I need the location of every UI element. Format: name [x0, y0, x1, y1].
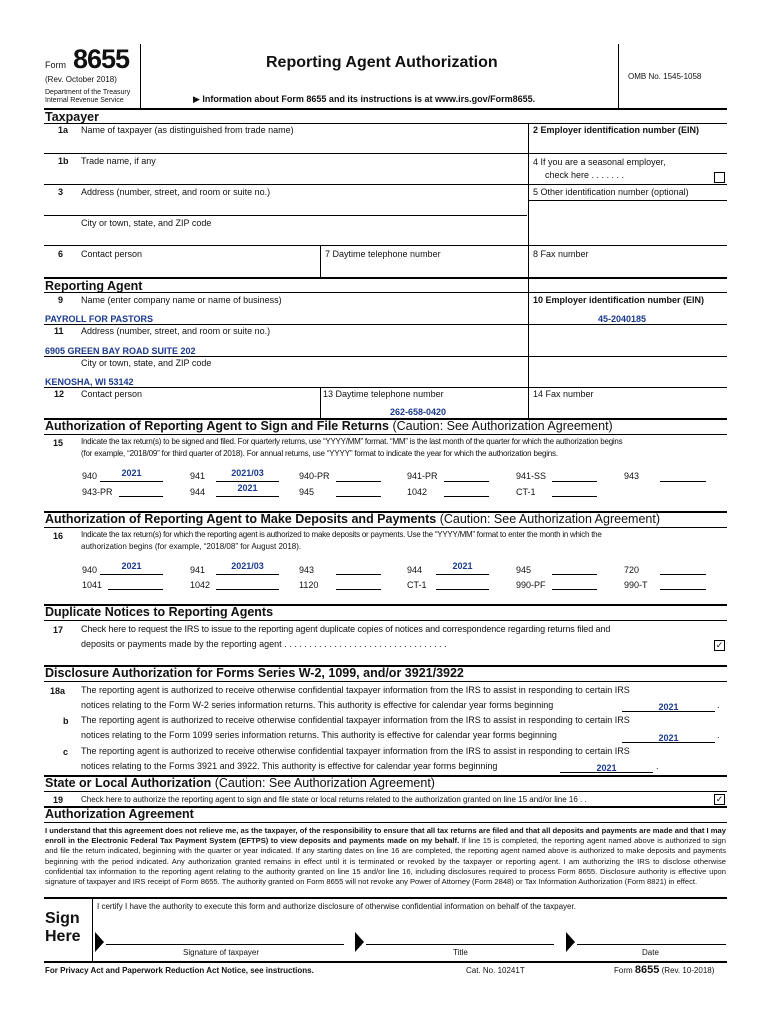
section-disclosure: Disclosure Authorization for Forms Series W-2, 1099, and/or 3921/3922 [45, 666, 464, 680]
address-label: Address (number, street, and room or suite no.) [81, 187, 271, 197]
sf-label-1042: 1042 [407, 487, 428, 497]
sf-label-941ss: 941-SS [516, 471, 547, 481]
sf-label-940pr: 940-PR [299, 471, 330, 481]
agent-ein-label: 10 Employer identification number (EIN) [533, 295, 705, 305]
agent-contact-label: Contact person [81, 389, 143, 399]
agent-address-label: Address (number, street, and room or suite no.) [81, 326, 271, 336]
line-9-number: 9 [58, 295, 64, 305]
dp-label-990pf: 990-PF [516, 580, 546, 590]
omb-number: OMB No. 1545-1058 [628, 72, 702, 81]
fax-label: 8 Fax number [533, 249, 589, 259]
sign-file-heading: Authorization of Reporting Agent to Sign and File Returns [45, 419, 389, 433]
form-word: Form [45, 60, 66, 70]
dp-label-943: 943 [299, 565, 315, 575]
certify-text: I certify I have the authority to execute this form and authorize disclosure of otherwise confidential information on behalf of the taxpayer. [97, 902, 576, 911]
sign-label: Sign [45, 910, 80, 927]
line-18a-year[interactable]: 2021 [658, 702, 679, 712]
ein-label: 2 Employer identification number (EIN) [533, 125, 700, 135]
dp-label-1041: 1041 [82, 580, 103, 590]
sf-label-943pr: 943-PR [82, 487, 113, 497]
other-id-label: 5 Other identification number (optional) [533, 187, 689, 197]
title-line[interactable] [366, 944, 554, 945]
agreement-body-text: If line 15 is completed, the reporting agent named above is authorized to sign and file the return indicated, beginning with the quarter or year indicated. If any starting dates on line 16 are completed, the reporting agent named above is authorized to make deposits and payments beginning with the period indicated. Any authorization granted remains in effect until it is terminated or revoked by the taxpayer or reporting agent. I am authorizing the IRS to disclose otherwise confidential tax information to the reporting agent relating to the authority granted on line 15 and/or line 16, including disclosures required to process Form 8655. Disclosure authority is effective upon signature of taxpayer and IRS receipt of Form 8655. The authority granted on Form 8655 will not revoke any Power of Attorney (Form 2848) or Tax Information Authorization (Form 8821) in effect. [45, 836, 726, 887]
agent-name-label: Name (enter company name or name of business) [81, 295, 282, 305]
date-label: Date [642, 948, 659, 957]
line-18c-year[interactable]: 2021 [596, 763, 617, 773]
catalog-number: Cat. No. 10241T [466, 966, 525, 975]
section-deposits [45, 512, 660, 526]
section-taxpayer: Taxpayer [45, 110, 99, 124]
line-16-text2: authorization begins (for example, “2018/08” for August 2018). [81, 542, 302, 551]
line-18c-text1: The reporting agent is authorized to receive otherwise confidential taxpayer information from the IRS to assist in responding to certain IRS [81, 746, 630, 756]
line-18a-number: 18a [50, 686, 66, 696]
seasonal-employer-checkbox[interactable] [714, 172, 725, 183]
signature-label: Signature of taxpayer [183, 948, 260, 957]
agent-phone-value[interactable]: 262-658-0420 [390, 407, 447, 417]
sign-file-caution: (Caution: See Authorization Agreement) [392, 419, 613, 433]
section-sign-file [45, 419, 613, 433]
agent-address-value[interactable]: 6905 GREEN BAY ROAD SUITE 202 [45, 346, 196, 356]
trade-name-label: Trade name, if any [81, 156, 156, 166]
line-18c-number: c [63, 747, 69, 757]
line-15-text1: Indicate the tax return(s) to be signed and filed. For quarterly returns, use “YYYY/MM” format. “MM” is the last month of the quarter for which the authorization begins [81, 437, 623, 446]
sf-label-945: 945 [299, 487, 315, 497]
deposits-heading: Authorization of Reporting Agent to Make Deposits and Payments [45, 512, 437, 526]
line-18b-year[interactable]: 2021 [658, 733, 679, 743]
line-11-number: 11 [54, 326, 64, 336]
line-18a-text1: The reporting agent is authorized to receive otherwise confidential taxpayer information from the IRS to assist in responding to certain IRS [81, 685, 630, 695]
section-state-local [45, 776, 435, 790]
dp-label-720: 720 [624, 565, 640, 575]
sf-label-940: 940 [82, 471, 98, 481]
line-6-number: 6 [58, 249, 64, 259]
line-3-number: 3 [58, 187, 64, 197]
footer-revision: (Rev. 10-2018) [661, 966, 715, 975]
seasonal-check-label: check here . . . . . . . [545, 170, 625, 180]
section-duplicate-notices: Duplicate Notices to Reporting Agents [45, 605, 274, 619]
signature-line[interactable] [106, 944, 344, 945]
line-17-number: 17 [53, 625, 64, 635]
line-16-text1: Indicate the tax return(s) for which the reporting agent is authorized to make deposits or payments. Use the “YYYY/MM” format to enter the month in which the [81, 530, 602, 539]
here-label: Here [45, 928, 81, 945]
footer-form-word: Form [614, 966, 633, 975]
privacy-notice: For Privacy Act and Paperwork Reduction Act Notice, see instructions. [45, 966, 314, 975]
duplicate-notices-checkbox[interactable]: ✓ [715, 640, 724, 650]
title-arrow-icon [355, 932, 364, 952]
line-18a-period: . [717, 700, 720, 710]
line-1b-number: 1b [58, 156, 69, 166]
line-19-text: Check here to authorize the reporting agent to sign and file state or local returns related to the authorization granted on line 15 and/or line 16 . . [81, 795, 587, 804]
form-revision: (Rev. October 2018) [45, 75, 117, 84]
line-18b-number: b [63, 716, 69, 726]
title-label: Title [453, 948, 468, 957]
department-line1: Department of the Treasury [45, 89, 131, 96]
line-15-text2: (for example, “2018/09” for third quarter of 2018). For annual returns, use “YYYY” format to indicate the year for which the authorization begins. [81, 449, 558, 458]
signature-arrow-icon [95, 932, 104, 952]
dp-value-941[interactable]: 2021/03 [231, 561, 264, 571]
city-label: City or town, state, and ZIP code [81, 218, 212, 228]
line-16-number: 16 [53, 531, 64, 541]
dp-label-1120: 1120 [299, 580, 319, 590]
footer-form-id [614, 964, 714, 976]
dp-label-945: 945 [516, 565, 532, 575]
agent-ein-value[interactable]: 45-2040185 [598, 314, 647, 324]
sf-label-941pr: 941-PR [407, 471, 438, 481]
daytime-phone-label: 7 Daytime telephone number [325, 249, 441, 259]
line-12-number: 12 [54, 389, 65, 399]
sf-value-941[interactable]: 2021/03 [231, 468, 264, 478]
sf-label-941: 941 [190, 471, 206, 481]
state-caution: (Caution: See Authorization Agreement) [214, 776, 435, 790]
line-18b-text1: The reporting agent is authorized to receive otherwise confidential taxpayer information from the IRS to assist in responding to certain IRS [81, 715, 630, 725]
line-18b-period: . [717, 730, 720, 740]
date-arrow-icon [566, 932, 575, 952]
section-authorization-agreement: Authorization Agreement [45, 807, 194, 821]
line-19-number: 19 [53, 795, 64, 805]
agent-fax-label: 14 Fax number [533, 389, 594, 399]
deposits-caution: (Caution: See Authorization Agreement) [439, 512, 660, 526]
dp-label-944: 944 [407, 565, 423, 575]
form-title: Reporting Agent Authorization [266, 54, 498, 71]
dp-label-940: 940 [82, 565, 98, 575]
state-heading: State or Local Authorization [45, 776, 212, 790]
dp-label-941: 941 [190, 565, 206, 575]
line-17-text2: deposits or payments made by the reporting agent . . . . . . . . . . . . . . . . . . . . . . . . . . . . . . . . . [81, 639, 447, 649]
agent-city-value[interactable]: KENOSHA, WI 53142 [45, 377, 134, 387]
contact-person-label: Contact person [81, 249, 143, 259]
line-18a-text2: notices relating to the Form W-2 series information returns. This authority is effective for calendar year forms beginning [81, 700, 554, 710]
dp-label-990t: 990-T [624, 580, 648, 590]
line-18c-period: . [656, 761, 659, 771]
agreement-bold-text: I understand that this agreement does not relieve me, as the taxpayer, of the responsibility to ensure that all tax returns are filed and that all deposits and payments are made and that I may enroll in the Electronic Federal Tax Payment System (EFTPS) to view deposits and payments made on my behalf. [45, 826, 726, 846]
taxpayer-name-label: Name of taxpayer (as distinguished from trade name) [81, 125, 294, 135]
sf-label-944: 944 [190, 487, 206, 497]
section-reporting-agent: Reporting Agent [45, 279, 143, 293]
sf-value-940[interactable]: 2021 [121, 468, 142, 478]
seasonal-employer-label: 4 If you are a seasonal employer, [533, 157, 666, 167]
sf-label-943: 943 [624, 471, 640, 481]
line-15-number: 15 [53, 438, 64, 448]
info-line: ▶ Information about Form 8655 and its instructions is at www.irs.gov/Form8655. [193, 94, 536, 104]
date-line[interactable] [577, 944, 726, 945]
department-line2: Internal Revenue Service [45, 97, 124, 104]
line-18b-text2: notices relating to the Form 1099 series information returns. This authority is effective for calendar year forms beginning [81, 730, 557, 740]
sf-value-944[interactable]: 2021 [237, 483, 258, 493]
form-number: 8655 [73, 44, 130, 74]
state-local-checkbox[interactable]: ✓ [715, 794, 724, 804]
line-17-text1: Check here to request the IRS to issue to the reporting agent duplicate copies of notices and correspondence regarding returns filed and [81, 624, 611, 634]
dp-label-1042: 1042 [190, 580, 211, 590]
line-18c-text2: notices relating to the Forms 3921 and 3922. This authority is effective for calendar year forms beginning [81, 761, 498, 771]
dp-value-940[interactable]: 2021 [121, 561, 142, 571]
agent-city-label: City or town, state, and ZIP code [81, 358, 212, 368]
agent-name-value[interactable]: PAYROLL FOR PASTORS [45, 314, 154, 324]
line-1a-number: 1a [58, 125, 69, 135]
dp-value-944[interactable]: 2021 [452, 561, 473, 571]
footer-form-number: 8655 [634, 964, 660, 976]
agreement-text [45, 826, 726, 887]
agent-phone-label: 13 Daytime telephone number [323, 389, 444, 399]
dp-label-ct1: CT-1 [407, 580, 427, 590]
sf-label-ct1: CT-1 [516, 487, 536, 497]
